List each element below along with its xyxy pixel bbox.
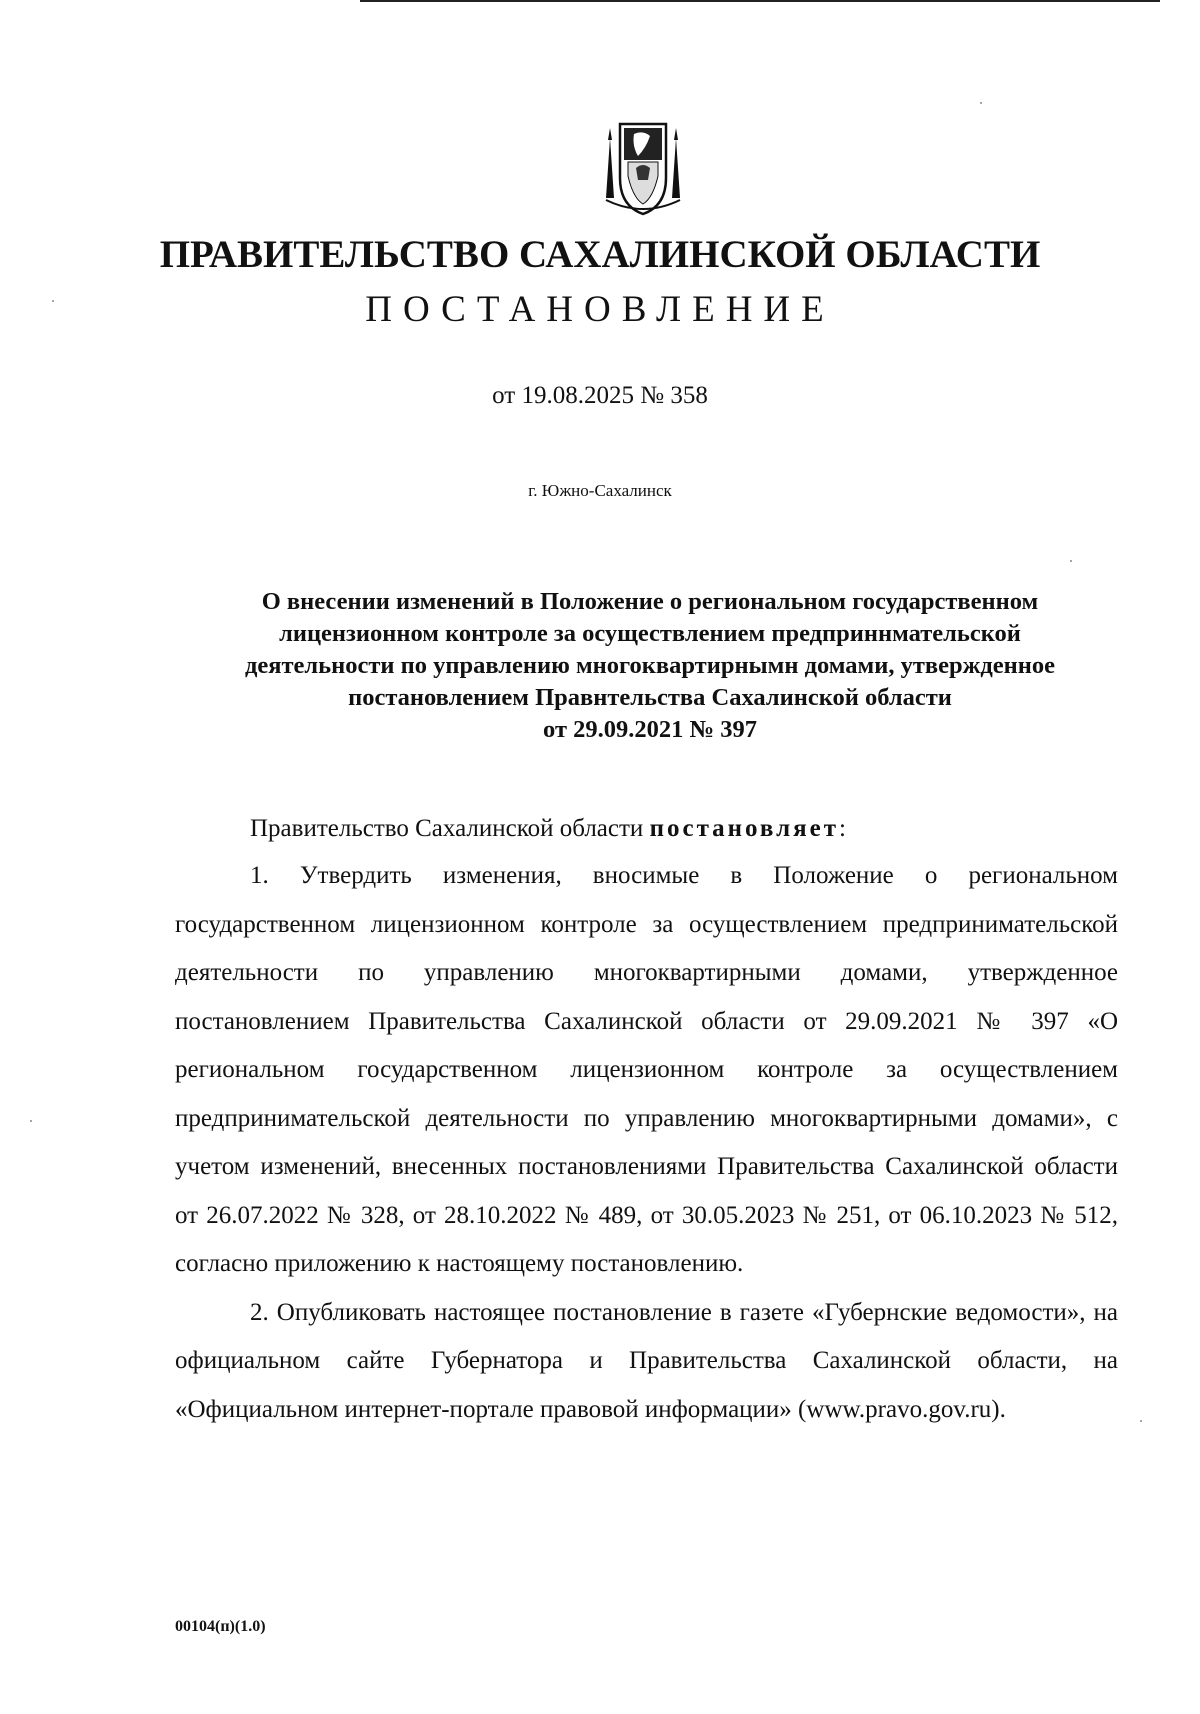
scan-speck (1140, 1420, 1142, 1422)
title-line: О внесении изменений в Положение о региональном государственном (261, 588, 1039, 615)
document-title (170, 586, 1130, 746)
sakhalin-coat-of-arms-icon (598, 118, 688, 218)
scan-speck (980, 102, 982, 104)
scan-speck (30, 1120, 32, 1122)
document-body (175, 814, 1118, 1434)
top-border-line (360, 0, 1160, 2)
scan-speck (1070, 560, 1072, 562)
title-line: постановлением Правнтельства Сахалинской области (348, 684, 952, 711)
form-code: 00104(п)(1.0) (175, 1618, 266, 1635)
scan-speck (52, 300, 54, 302)
title-line: от 29.09.2021 № 397 (543, 716, 757, 743)
preamble-keyword: постановляет (649, 815, 840, 842)
title-line: деятельности по управлению многоквартирнымн домами, утвержденное (244, 652, 1056, 679)
preamble-colon: : (839, 815, 846, 842)
title-line: лицензионном контроле за осуществлением предприннмательской (279, 620, 1021, 647)
document-type: ПОСТАНОВЛЕНИЕ (365, 289, 835, 330)
document-city: г. Южно-Сахалинск (528, 481, 672, 500)
preamble-text: Правительство Сахалинской области (250, 815, 650, 842)
document-date-number: от 19.08.2025 № 358 (492, 382, 708, 409)
government-name: ПРАВИТЕЛЬСТВО САХАЛИНСКОЙ ОБЛАСТИ (159, 233, 1041, 276)
preamble (175, 814, 1118, 844)
paragraph-2: 2. Опубликовать настоящее постановление в газете «Губернские ведомости», на официальном сайте Губернатора и Правительства Сахалинской области, на «Официальном интернет-портале правовой информации» (www.pravo.gov.ru). (175, 1298, 1118, 1423)
paragraph-1: 1. Утвердить изменения, вносимые в Положение о региональном государственном лицензионном контроле за осуществлением предпринимательской деятельности по управлению многоквартирными домами, утвержденное постановлением Правительства Сахалинской области от 29.09.2021 № 397 «О региональном государственном лицензионном контроле за осуществлением предпринимательской деятельности по управлению многоквартирными домами», с учетом изменений, внесенных постановлениями Правительства Сахалинской области от 26.07.2022 № 328, от 28.10.2022 № 489, от 30.05.2023 № 251, от 06.10.2023 № 512, согласно приложению к настоящему постановлению. (175, 862, 1118, 1277)
